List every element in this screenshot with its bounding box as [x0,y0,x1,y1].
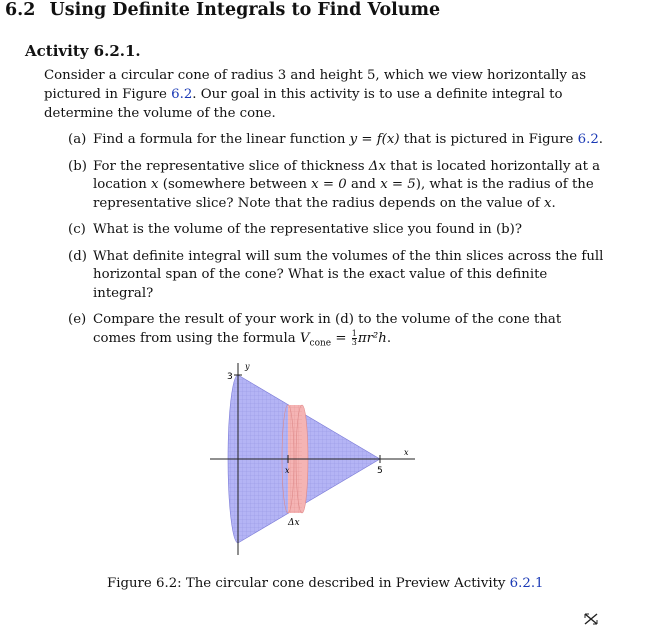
item-text: . [551,195,556,211]
item-text: What definite integral will sum the volumes of the thin slices across the full horizontal span of the cone? What is the exact value of this definite integral? [93,248,604,301]
x-axis-label: x [404,448,409,457]
cone-figure [190,355,430,560]
item-label: (e) [68,312,87,327]
section-number: 6.2 [5,0,36,20]
list-item-d [68,248,608,304]
item-label: (a) [68,132,87,147]
volume-symbol: V [299,330,310,346]
tick-label-3: 3 [227,372,233,382]
item-label: (d) [68,248,87,264]
list-item-b [68,158,608,214]
cone-formula: πr²h [357,330,387,346]
activity-link[interactable]: 6.2.1 [509,576,544,591]
item-text: For the representative slice of thickness [93,158,369,174]
volume-subscript: cone [309,338,332,349]
slice-x-label: x [285,466,290,475]
math-expression: x = 5 [380,177,416,192]
fraction-denominator: 3 [351,337,357,347]
item-text: . [598,132,604,147]
section-title [5,0,440,20]
item-text: (somewhere between [158,177,312,192]
item-text: and [346,177,381,192]
activity-title: Activity 6.2.1. [25,42,141,60]
item-label: (c) [68,222,86,237]
item-label: (b) [68,158,87,174]
list-item-e [68,311,608,353]
item-text: What is the volume of the representative slice you found in (b)? [93,222,522,237]
section-title-text: Using Definite Integrals to Find Volume [49,0,441,20]
figure-link[interactable]: 6.2 [171,87,193,102]
math-expression: x [151,177,159,192]
intro-text-2: . Our goal in this activity is to use a definite integral to determine the volume of the cone. [44,87,563,121]
equals-sign: = [331,330,351,346]
figure-link[interactable]: 6.2 [577,132,599,147]
math-expression: x [544,195,552,211]
one-third-fraction [352,330,357,347]
slice-dx-label: Δx [288,518,300,528]
cone-svg [190,355,430,560]
figure-caption [107,576,544,591]
tick-label-5: 5 [377,466,383,476]
item-text: that is pictured in Figure [399,132,578,147]
list-item-a [68,131,608,150]
list-item-c [68,221,608,240]
item-text: ), what is the radius of the representative slice? Note that the radius depends on the value of [93,177,594,211]
intro-text-1: Consider a circular cone of radius 3 and height 5, which we view horizontally as pictured in Figure [44,68,587,102]
activity-items [68,131,608,361]
activity-intro [44,66,604,123]
close-x-icon[interactable] [583,612,599,626]
item-text: Compare the result of your work in (d) to the volume of the cone that comes from using the formula [93,312,562,346]
math-expression: Δx [368,158,386,174]
item-text: . [386,330,392,346]
math-expression: y = f(x) [349,132,400,147]
math-expression: x = 0 [311,177,347,192]
y-axis-label: y [245,362,250,371]
caption-text: Figure 6.2: The circular cone described in Preview Activity [107,576,510,591]
item-text: Find a formula for the linear function [93,132,350,147]
fraction-numerator: 1 [351,328,357,338]
item-text: that is located horizontally at a location [93,158,601,192]
